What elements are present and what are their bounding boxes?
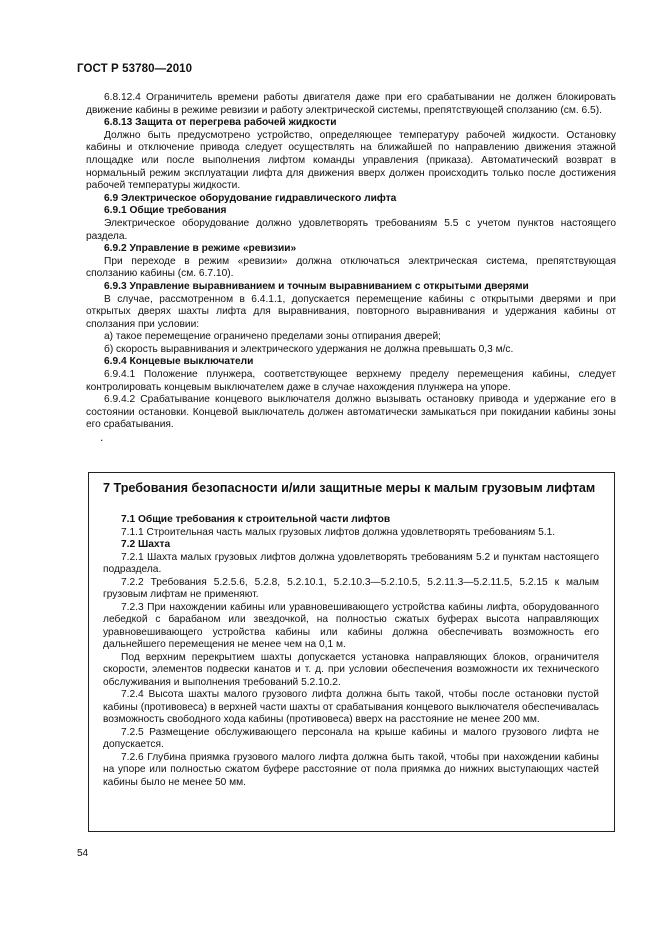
section-heading: 6.9.4 Концевые выключатели [104, 356, 254, 368]
section-heading: 6.9.3 Управление выравниванием и точным выравниванием с открытыми дверями [104, 280, 529, 292]
paragraph: 7.2.3 При нахождении кабины или уравновешивающего устройства кабины лифта, оборудованного лебедкой с барабаном или звездочкой, на полностью сжатых буферах высота направляющих уравновешивающего устройства кабины или кабины должна обеспечивать возможность его дальнейшего перемещения не менее чем на 0,1 м. [103, 601, 599, 650]
paragraph: 6.8.12.4 Ограничитель времени работы двигателя даже при его срабатывании не должен блокировать движение кабины в режиме ревизии и работу электрической системы, препятствующей сползанию (см. 6.5). [86, 92, 616, 116]
paragraph: а) такое перемещение ограничено пределами зоны отпирания дверей; [104, 331, 441, 343]
paragraph: 7.1.1 Строительная часть малых грузовых лифтов должна удовлетворять требованиям 5.1. [121, 526, 556, 538]
paragraph: Должно быть предусмотрено устройство, определяющее температуру рабочей жидкости. Остановку кабины и отключение привода следует осуществлять на ближайшей по направлению движения этажной площадке или после выполнения лифтом команды управления (приказа). Автоматический возврат в нормальный режим эксплуатации лифта для движения вверх должен происходить только после достижения рабочей температуры жидкости. [86, 129, 616, 192]
paragraph: 7.2.4 Высота шахты малого грузового лифта должна быть такой, чтобы после остановки пустой кабины (противовеса) в верхней части шахты от срабатывания концевого выключателя обеспечивалась возможность свободного хода кабины (противовеса) вверх на расстояние не менее 200 мм. [103, 689, 599, 725]
paragraph: В случае, рассмотренном в 6.4.1.1, допускается перемещение кабины с открытыми дверями и при открытых дверях шахты лифта для выравнивания, повторного выравнивания и удержания кабины от сползания при условии: [86, 293, 616, 330]
section-heading: 6.9.1 Общие требования [104, 205, 227, 217]
paragraph: 7.2.1 Шахта малых грузовых лифтов должна удовлетворять требованиям 5.2 и пунктам настоящего подраздела. [103, 551, 599, 575]
section-7-title: 7 Требования безопасности и/или защитные меры к малым грузовым лифтам [103, 481, 596, 495]
paragraph: 7.2.5 Размещение обслуживающего персонала на крыше кабины и малого грузового лифта не допускается. [103, 726, 599, 750]
paragraph: б) скорость выравнивания и электрического удержания не должна превышать 0,3 м/с. [104, 343, 514, 355]
page-number: 54 [77, 848, 89, 859]
section-heading: 6.8.13 Защита от перегрева рабочей жидкости [104, 117, 337, 129]
section-heading: 7.1 Общие требования к строительной части лифтов [121, 514, 391, 525]
section-heading: 6.9.2 Управление в режиме «ревизии» [104, 243, 297, 255]
section-heading: 6.9 Электрическое оборудование гидравлического лифта [104, 192, 397, 204]
paragraph: 7.2.2 Требования 5.2.5.6, 5.2.8, 5.2.10.1, 5.2.10.3—5.2.10.5, 5.2.11.3—5.2.11.5, 5.2.15 к малым грузовым лифтам не применяют. [103, 576, 599, 600]
section-7-body [103, 481, 599, 789]
paragraph: 6.9.4.1 Положение плунжера, соответствующее верхнему пределу перемещения кабины, следует контролировать концевым выключателем даже в случае нахождения плунжера на упоре. [86, 369, 616, 393]
paragraph: Под верхним перекрытием шахты допускается установка направляющих блоков, ограничителя скорости, элементов подвески канатов и т. д. при условии обеспечения возможности их технического обслуживания и выполнения требований 5.2.10.2. [103, 651, 599, 688]
paragraph: Электрическое оборудование должно удовлетворять требованиям 5.5 с учетом пунктов настоящего раздела. [86, 217, 616, 242]
stray-dot: . [100, 430, 104, 444]
paragraph: 6.9.4.2 Срабатывание концевого выключателя должно вызывать остановку привода и удержание его в состоянии остановки. Концевой выключатель должен автоматически замыкаться при покидании кабины зоны его срабатывания. [86, 394, 616, 431]
section-heading: 7.2 Шахта [121, 539, 171, 550]
section-7-frame [88, 472, 615, 832]
paragraph: При переходе в режим «ревизии» должна отключаться электрическая система, препятствующая сползанию кабины (см. 6.7.10). [86, 255, 616, 280]
paragraph: 7.2.6 Глубина приямка грузового малого лифта должна быть такой, чтобы при нахождении кабины на упоре или полностью сжатом буфере расстояние от пола приямка до нижних выступающих частей кабины было не менее 50 мм. [103, 751, 599, 788]
document-code: ГОСТ Р 53780—2010 [77, 63, 193, 75]
upper-section-6 [86, 92, 616, 432]
